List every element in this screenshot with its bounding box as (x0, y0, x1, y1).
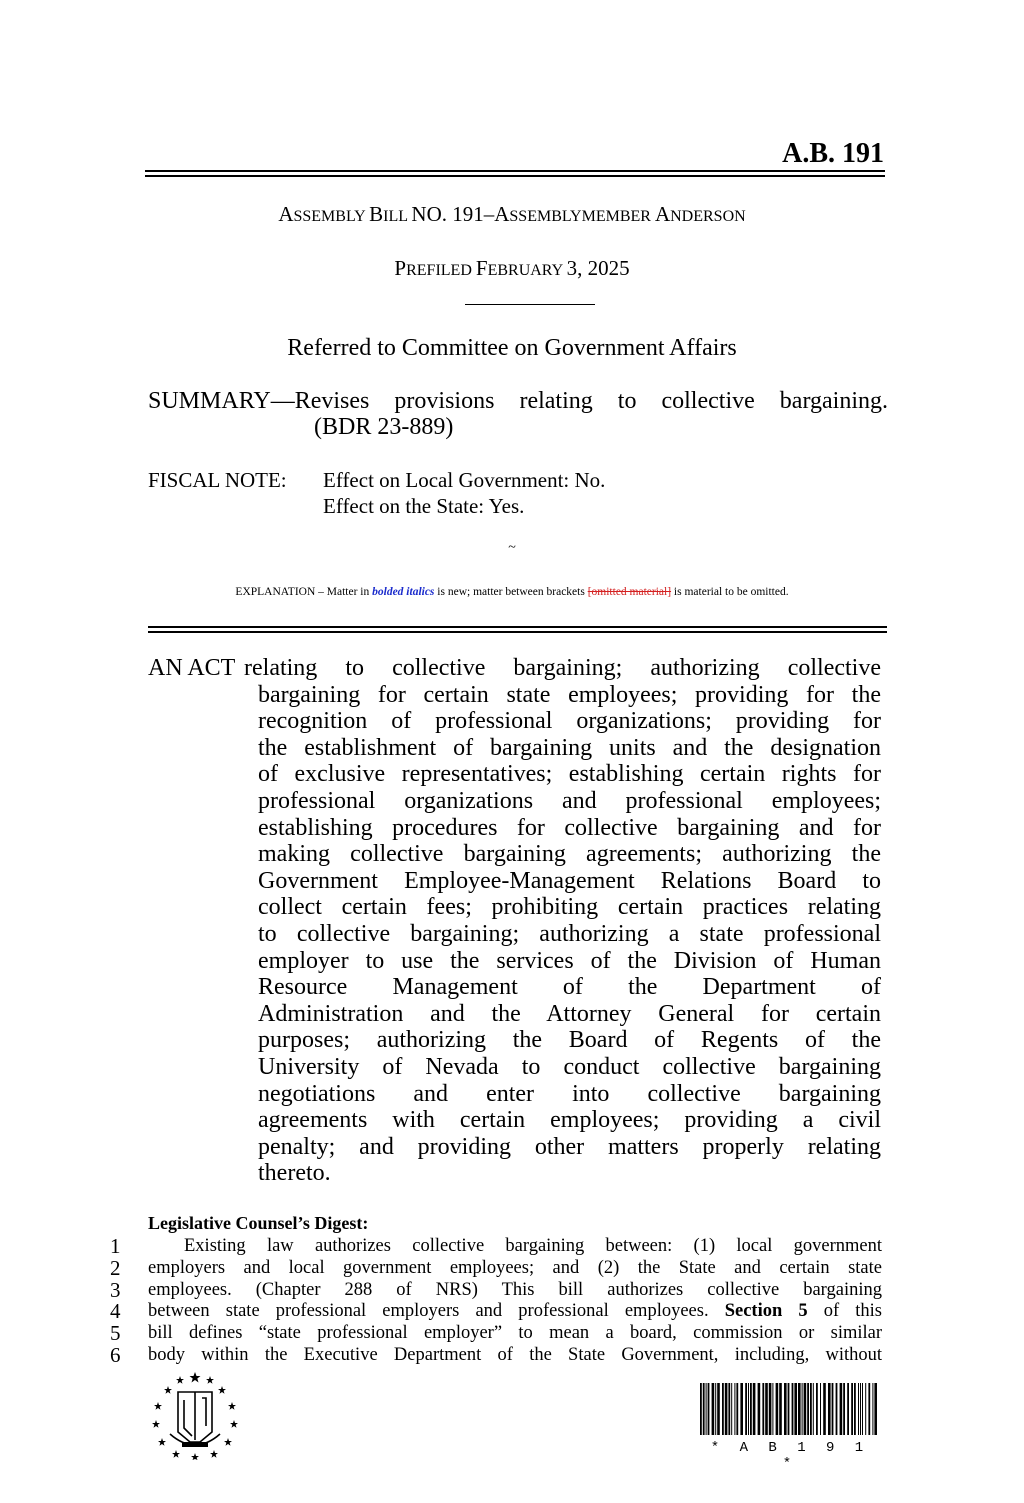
explanation-double-rule (148, 626, 887, 633)
barcode-bar (731, 1383, 732, 1435)
nevada-state-seal-icon (150, 1370, 240, 1460)
barcode-bar (820, 1383, 821, 1435)
digest-line (110, 1342, 882, 1367)
barcode-bar (784, 1383, 787, 1435)
barcode-bar (843, 1383, 845, 1435)
bdr-number: (BDR 23-889) (314, 414, 454, 440)
barcode-bar (828, 1383, 831, 1435)
act-line: of exclusive representatives; establishing certain rights for (258, 761, 881, 788)
barcode-bar (769, 1383, 772, 1435)
act-line: Administration and the Attorney General for certain (258, 1000, 881, 1027)
omitted-matter-sample: [omitted material] (587, 586, 672, 598)
barcode-icon (700, 1383, 880, 1435)
barcode-bar (722, 1383, 724, 1435)
act-line: collect certain fees; prohibiting certain practices relating (258, 894, 881, 921)
barcode-bar (748, 1383, 749, 1435)
bill-sponsor-line: ASSEMBLY BILL NO. 191–ASSEMBLYMEMBER ANDERSON (278, 202, 746, 226)
legislative-digest (110, 1236, 882, 1367)
line-number: 5 (110, 1321, 121, 1346)
barcode-bar (703, 1383, 705, 1435)
barcode-bar (750, 1383, 752, 1435)
barcode-bar (802, 1383, 803, 1435)
barcode-text: * A B 1 9 1 * (710, 1440, 870, 1472)
prefiled-date: PREFILED FEBRUARY 3, 2025 (394, 256, 630, 280)
barcode-bar (868, 1383, 870, 1435)
act-line: negotiations and enter into collective bargaining (258, 1080, 881, 1107)
barcode-bar (765, 1383, 768, 1435)
barcode-bar (725, 1383, 728, 1435)
barcode-bar (700, 1383, 702, 1435)
barcode-bar (708, 1383, 710, 1435)
barcode-bar (779, 1383, 782, 1435)
barcode-bar (776, 1383, 779, 1435)
act-line: penalty; and providing other matters properly relating (258, 1133, 881, 1160)
barcode-bar (854, 1383, 856, 1435)
act-line: relating to collective bargaining; authorizing collective (244, 655, 881, 681)
digest-line (110, 1323, 882, 1345)
act-line: the establishment of bargaining units and the designation (258, 734, 881, 761)
digest-text: between state professional employers and professional employees. Section 5 of this (148, 1301, 882, 1322)
barcode-bar (745, 1383, 747, 1435)
section-reference: Section 5 (724, 1301, 808, 1322)
fiscal-note (148, 467, 605, 519)
line-number: 6 (110, 1342, 121, 1367)
digest-title: Legislative Counsel’s Digest: (148, 1213, 369, 1233)
barcode-bar (758, 1383, 761, 1435)
digest-text: bill defines “state professional employer” to mean a board, commission or similar (148, 1323, 882, 1344)
line-number: 4 (110, 1299, 121, 1324)
barcode-bar (807, 1383, 809, 1435)
barcode-bar (734, 1383, 735, 1435)
digest-line (110, 1277, 882, 1302)
digest-text: body within the Executive Department of the State Government, including, without (148, 1344, 882, 1365)
digest-text: employees. (Chapter 288 of NRS) This bill authorizes collective bargaining (148, 1279, 882, 1300)
act-line: Government Employee-Management Relations Board to (258, 867, 881, 894)
act-title (148, 655, 881, 1187)
barcode-bar (813, 1383, 814, 1435)
fiscal-note-label: FISCAL NOTE: (148, 468, 287, 492)
barcode-bar (847, 1383, 849, 1435)
summary-block (148, 388, 888, 440)
barcode-bar (804, 1383, 807, 1435)
bill-number: A.B. 191 (782, 138, 884, 169)
barcode-bar (740, 1383, 743, 1435)
act-line: to collective bargaining; authorizing a state professional (258, 920, 881, 947)
barcode-bar (840, 1383, 843, 1435)
fiscal-local: Effect on Local Government: No. (323, 468, 606, 492)
barcode-bar (872, 1383, 873, 1435)
barcode-bar (736, 1383, 738, 1435)
barcode-bar (792, 1383, 794, 1435)
act-line: purposes; authorizing the Board of Regents of the (258, 1027, 881, 1054)
barcode-bar (816, 1383, 818, 1435)
explanation-line: EXPLANATION – Matter in bolded italics is new; matter between brackets [omitted material] is material to be omitted. (235, 586, 789, 598)
act-line: professional organizations and professional employees; (258, 787, 881, 814)
act-line: establishing procedures for collective bargaining and for (258, 814, 881, 841)
act-line: agreements with certain employees; providing a civil (258, 1107, 881, 1134)
act-lead: AN ACT (148, 655, 236, 681)
barcode-bar (865, 1383, 866, 1435)
act-line: recognition of professional organizations; providing for (258, 708, 881, 735)
barcode-bar (706, 1383, 707, 1435)
summary-text: Revises provisions relating to collective bargaining. (294, 388, 888, 414)
line-number: 2 (110, 1255, 121, 1280)
digest-line (110, 1301, 882, 1323)
line-number: 3 (110, 1277, 121, 1302)
barcode-bar (832, 1383, 834, 1435)
act-line: Resource Management of the Department of (258, 974, 881, 1001)
act-line: making collective bargaining agreements; authorizing the (258, 841, 881, 868)
barcode-bar (715, 1383, 716, 1435)
barcode-bar (712, 1383, 715, 1435)
barcode-bar (794, 1383, 797, 1435)
committee-referral: Referred to Committee on Government Affairs (287, 335, 737, 361)
barcode-bar (862, 1383, 863, 1435)
digest-line (110, 1236, 882, 1258)
new-matter-sample: bolded italics (372, 586, 435, 598)
barcode-bar (788, 1383, 790, 1435)
barcode-bar (798, 1383, 801, 1435)
tilde-mark: ~ (508, 540, 516, 555)
barcode-bar (728, 1383, 730, 1435)
fiscal-state: Effect on the State: Yes. (323, 494, 525, 518)
short-divider (465, 304, 595, 305)
digest-text: employers and local government employees; and (2) the State and certain state (148, 1257, 882, 1278)
act-line: employer to use the services of the Division of Human (258, 947, 881, 974)
digest-line (110, 1255, 882, 1280)
barcode-bar (772, 1383, 773, 1435)
barcode-bar (762, 1383, 764, 1435)
header-double-rule (145, 170, 885, 177)
summary-label: SUMMARY— (148, 388, 295, 414)
act-body (244, 655, 881, 1187)
barcode-bar (860, 1383, 861, 1435)
digest-text: Existing law authorizes collective bargaining between: (1) local government (184, 1236, 882, 1256)
act-line: University of Nevada to conduct collective bargaining (258, 1053, 881, 1080)
barcode-bar (851, 1383, 853, 1435)
barcode-bar (823, 1383, 826, 1435)
act-line: bargaining for certain state employees; providing for the (258, 681, 881, 708)
barcode-bar (810, 1383, 812, 1435)
barcode-bar (717, 1383, 720, 1435)
line-number: 1 (110, 1234, 121, 1258)
barcode-bar (858, 1383, 859, 1435)
barcode-bar (836, 1383, 838, 1435)
barcode-bar (753, 1383, 756, 1435)
act-line: thereto. (258, 1160, 331, 1187)
barcode-bar (874, 1383, 877, 1435)
